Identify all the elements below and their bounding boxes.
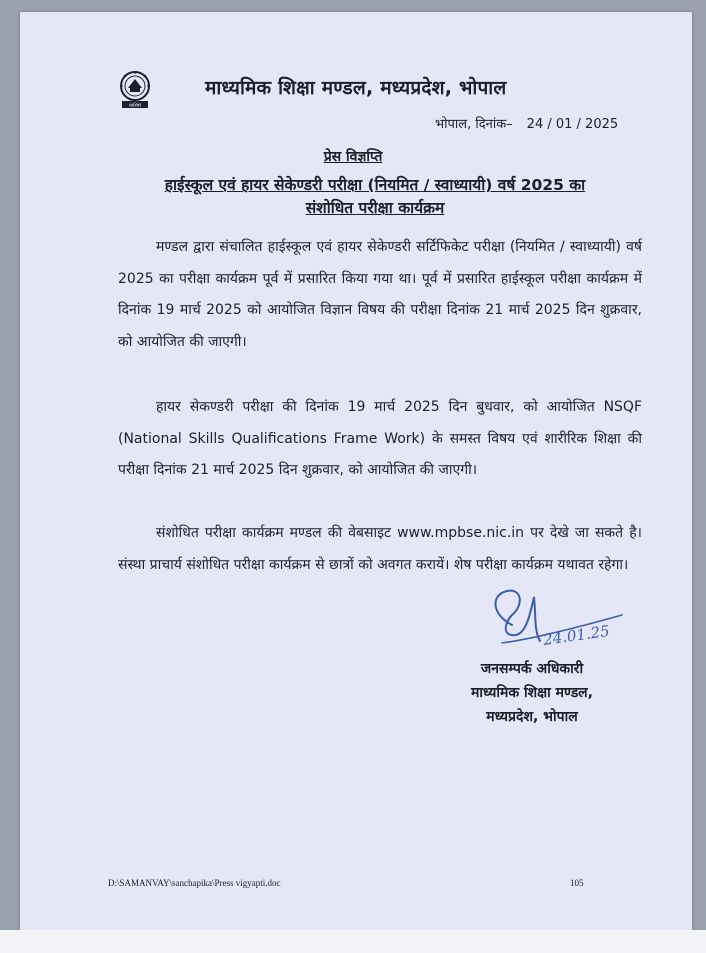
organization-title: माध्यमिक शिक्षा मण्डल, मध्यप्रदेश, भोपाल [205, 77, 507, 99]
body-paragraph-3: संशोधित परीक्षा कार्यक्रम मण्डल की वेबसाइट www.mpbse.nic.in पर देखे जा सकते है। संस्था प्राचार्य संशोधित परीक्षा कार्यक्रम से छात्रों को अवगत करायें। शेष परीक्षा कार्यक्रम यथावत रहेगा। [118, 525, 642, 573]
subject-line-2: संशोधित परीक्षा कार्यक्रम [305, 199, 445, 217]
body-paragraph-1: मण्डल द्वारा संचालित हाईस्कूल एवं हायर सेकेण्डरी सर्टिफिकेट परीक्षा (नियमित / स्वाध्यायी) वर्ष 2025 का परीक्षा कार्यक्रम पूर्व में प्रसारित किया गया था। पूर्व में प्रसारित हाईस्कूल परीक्षा कार्यक्रम में दिनांक 19 मार्च 2025 को आयोजित विज्ञान विषय की परीक्षा दिनांक 21 मार्च 2025 दिन शुक्रवार, को आयोजित की जाएगी। [118, 239, 642, 350]
subject-heading [130, 174, 620, 220]
signatory-block [452, 657, 612, 729]
signatory-org-line-2: मध्यप्रदेश, भोपाल [486, 709, 578, 725]
signatory-org-line-1: माध्यमिक शिक्षा मण्डल, [470, 685, 593, 701]
footer-page-number: 105 [570, 878, 584, 888]
board-emblem-icon [116, 70, 154, 110]
issue-date: 24 / 01 / 2025 [526, 117, 619, 132]
place-date-label: भोपाल, दिनांक– [435, 117, 513, 132]
handwritten-signature [482, 585, 632, 657]
screen-bottom-strip [0, 930, 706, 953]
subject-line-1: हाईस्कूल एवं हायर सेकेण्डरी परीक्षा (नियमित / स्वाध्यायी) वर्ष 2025 का [164, 176, 586, 194]
signatory-designation: जनसम्पर्क अधिकारी [480, 661, 584, 677]
press-release-heading: प्रेस विज्ञप्ति [323, 149, 383, 165]
svg-text:माशिमं: माशिमं [129, 103, 141, 109]
svg-text:24.01.25: 24.01.25 [542, 621, 611, 649]
body-paragraph-2: हायर सेकण्डरी परीक्षा की दिनांक 19 मार्च 2025 दिन बुधवार, को आयोजित NSQF (National Skills Qualifications Frame Work) के समस्त विषय एवं शारीरिक शिक्षा की परीक्षा दिनांक 21 मार्च 2025 दिन शुक्रवार, को आयोजित की जाएगी। [118, 399, 642, 478]
place-date-line [435, 114, 618, 132]
footer-file-path: D:\SAMANVAY\sanchapika\Press vigyapti.doc [108, 878, 281, 888]
